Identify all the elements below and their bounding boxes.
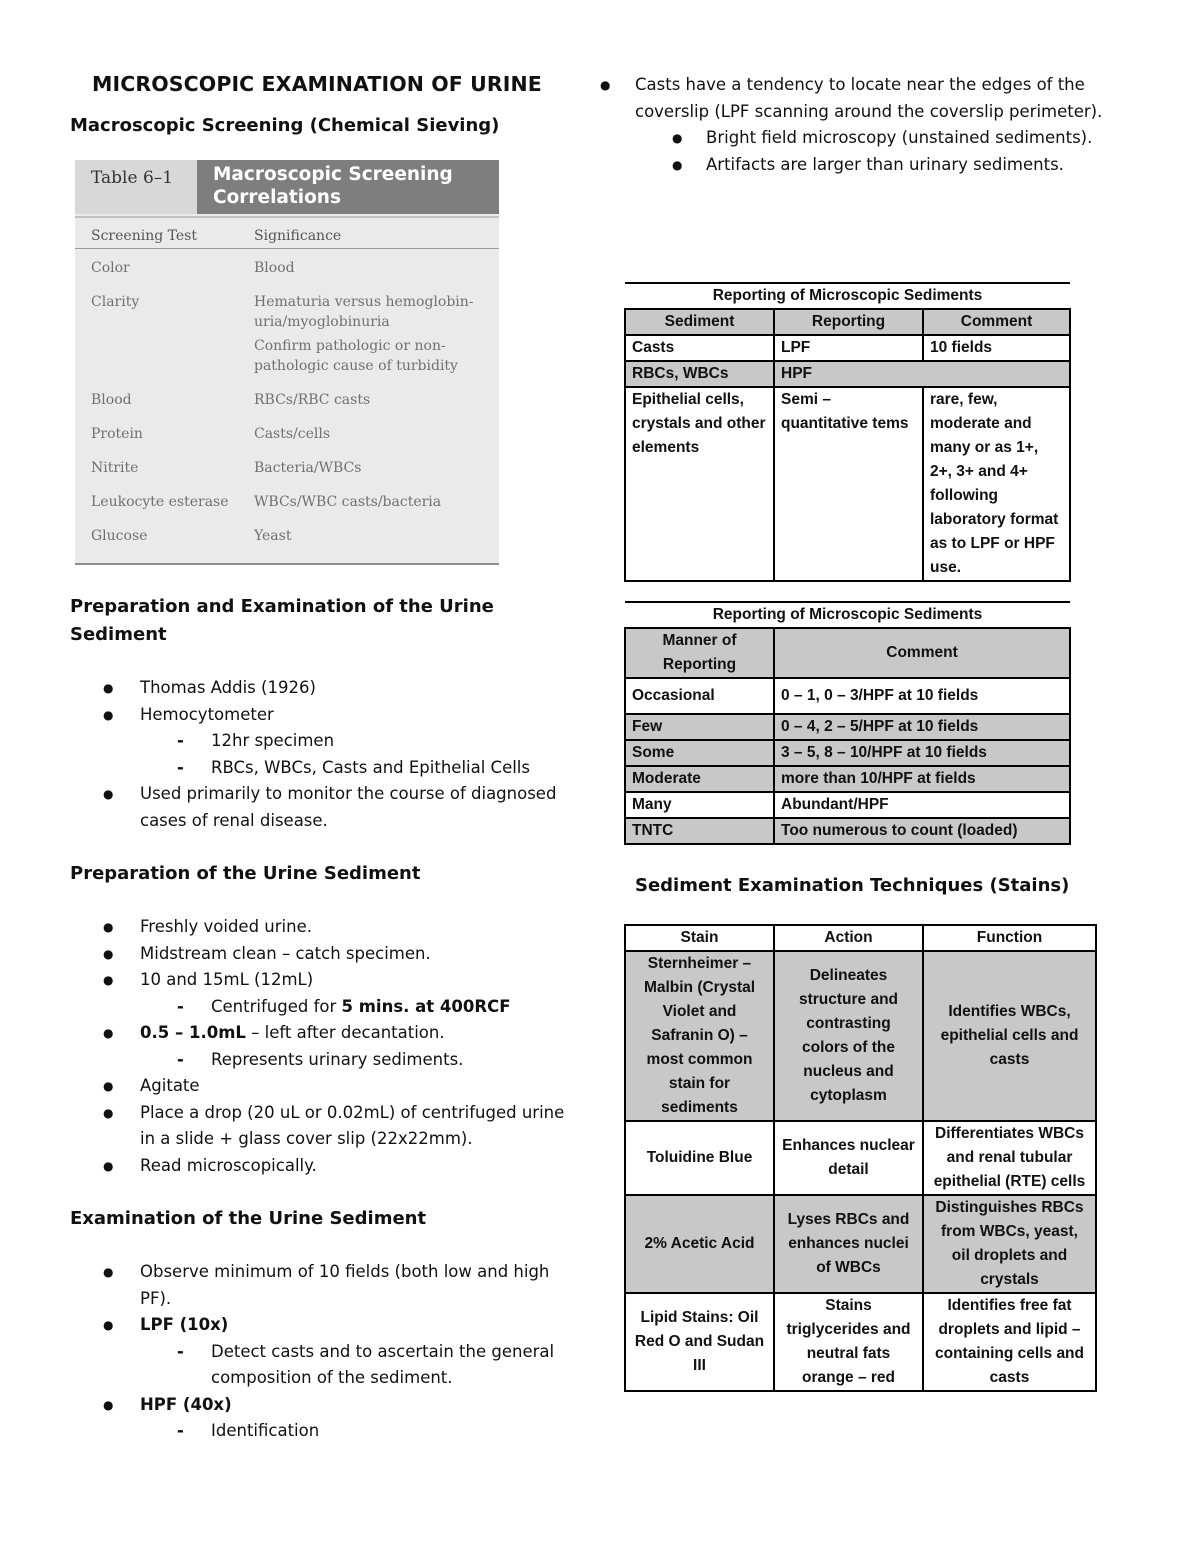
exam-heading: Examination of the Urine Sediment: [70, 1208, 427, 1229]
list-item: - 12hr specimen: [70, 728, 570, 755]
list-item: ● 10 and 15mL (12mL): [70, 967, 570, 994]
table-row: [625, 766, 1070, 792]
list-item: ● HPF (40x): [70, 1392, 570, 1419]
exam-list: [70, 1259, 570, 1445]
header-cell: Comment: [774, 628, 1070, 678]
list-item: ● Artifacts are larger than urinary sediments.: [597, 152, 1107, 179]
table-cell: TNTC: [625, 818, 774, 844]
table-row: [625, 792, 1070, 818]
table-cell: more than 10/HPF at fields: [774, 766, 1070, 792]
table-cell: Enhances nuclear detail: [774, 1121, 923, 1195]
table-row: [625, 1195, 1096, 1293]
significance-text: Bacteria/WBCs: [254, 460, 362, 476]
coverslip-notes-list: [597, 72, 1107, 178]
list-item: - Represents urinary sediments.: [70, 1047, 570, 1074]
list-item: ● Used primarily to monitor the course of diagnosed cases of renal disease.: [70, 781, 570, 834]
significance-cell: [254, 424, 491, 448]
significance-text: Hematuria versus hemoglobin-uria/myoglobinuria: [254, 294, 474, 330]
col-screening-test: Screening Test: [91, 228, 197, 244]
col-significance: Significance: [254, 228, 342, 244]
table-row: [75, 419, 499, 453]
table-cell: HPF: [774, 361, 1070, 387]
table-row: [625, 387, 1070, 581]
list-item-bold-text: 0.5 – 1.0mL: [140, 1023, 246, 1042]
list-item: ● Thomas Addis (1926): [70, 675, 570, 702]
table-cell: Stains triglycerides and neutral fats orange – red: [774, 1293, 923, 1391]
table-caption: Reporting of Microscopic Sediments: [625, 283, 1070, 309]
list-item: ● Casts have a tendency to locate near the edges of the coverslip (LPF scanning around the coverslip perimeter).: [597, 72, 1107, 125]
table-row: [75, 287, 499, 385]
table-cell: 0 – 1, 0 – 3/HPF at 10 fields: [774, 678, 1070, 714]
significance-cell: [254, 492, 491, 516]
list-item-text: – left after decantation.: [245, 1023, 445, 1042]
right-column: [597, 72, 1107, 1386]
screening-test-cell: Protein: [91, 426, 143, 442]
table-row: [75, 453, 499, 487]
table-cell: RBCs, WBCs: [625, 361, 774, 387]
stains-table: [624, 924, 1097, 1392]
table-cell: Identifies free fat droplets and lipid – containing cells and casts: [923, 1293, 1096, 1391]
header-cell: Reporting: [774, 309, 923, 335]
significance-cell: [254, 526, 491, 550]
macro-heading: Macroscopic Screening (Chemical Sieving): [70, 115, 500, 136]
list-item: [70, 1020, 570, 1047]
significance-text: Casts/cells: [254, 426, 331, 442]
table-row: [75, 521, 499, 555]
list-item: ● Freshly voided urine.: [70, 914, 570, 941]
table-row: [75, 487, 499, 521]
header-cell: Stain: [625, 925, 774, 951]
prep-exam-list: [70, 675, 570, 834]
list-item-bold-text: 5 mins. at 400RCF: [341, 996, 511, 1016]
header-cell: Sediment: [625, 309, 774, 335]
table-body: [75, 249, 499, 565]
table-cell: 0 – 4, 2 – 5/HPF at 10 fields: [774, 714, 1070, 740]
table-cell: Differentiates WBCs and renal tubular epithelial (RTE) cells: [923, 1121, 1096, 1195]
list-item: ● Read microscopically.: [70, 1153, 570, 1180]
reporting-sediments-table: [624, 282, 1071, 582]
prep-heading: Preparation of the Urine Sediment: [70, 863, 421, 884]
macroscopic-screening-table-image: [75, 160, 499, 565]
screening-test-cell: Color: [91, 260, 130, 276]
stains-heading: Sediment Examination Techniques (Stains): [635, 875, 1070, 896]
list-item-text: Centrifuged for: [211, 996, 342, 1016]
prep-list: [70, 914, 570, 1179]
significance-text: Confirm pathologic or non-pathologic cause of turbidity: [254, 338, 458, 374]
header-cell: Action: [774, 925, 923, 951]
manner-of-reporting-table: [624, 601, 1071, 845]
significance-cell: [254, 458, 491, 482]
list-item: - Detect casts and to ascertain the general composition of the sediment.: [70, 1339, 570, 1392]
header-cell: Comment: [923, 309, 1070, 335]
table-cell: Delineates structure and contrasting colors of the nucleus and cytoplasm: [774, 951, 923, 1121]
table-cell: Casts: [625, 335, 774, 361]
screening-test-cell: Nitrite: [91, 460, 139, 476]
table-column-headers: [75, 216, 499, 249]
table-row: [625, 818, 1070, 844]
significance-cell: [254, 258, 491, 282]
significance-cell: [254, 292, 491, 380]
table-title: Macroscopic Screening Correlations: [197, 160, 499, 214]
significance-text: Yeast: [254, 528, 292, 544]
list-item: ● Hemocytometer: [70, 702, 570, 729]
table-cell: 2% Acetic Acid: [625, 1195, 774, 1293]
table-cell: Lipid Stains: Oil Red O and Sudan III: [625, 1293, 774, 1391]
header-cell: Function: [923, 925, 1096, 951]
table-row: [75, 385, 499, 419]
table-cell: Too numerous to count (loaded): [774, 818, 1070, 844]
table-cell: Identifies WBCs, epithelial cells and casts: [923, 951, 1096, 1121]
table-cell: rare, few, moderate and many or as 1+, 2+, 3+ and 4+ following laboratory format as to LPF or HPF use.: [923, 387, 1070, 581]
table-cell: Moderate: [625, 766, 774, 792]
table-row: [625, 714, 1070, 740]
list-item: - Identification: [70, 1418, 570, 1445]
table-cell: 3 – 5, 8 – 10/HPF at 10 fields: [774, 740, 1070, 766]
table-cell: 10 fields: [923, 335, 1070, 361]
significance-text: RBCs/RBC casts: [254, 392, 371, 408]
table-cell: Occasional: [625, 678, 774, 714]
document-title: MICROSCOPIC EXAMINATION OF URINE: [92, 72, 542, 96]
screening-test-cell: Glucose: [91, 528, 148, 544]
screening-test-cell: Clarity: [91, 294, 140, 310]
table-number: Table 6–1: [75, 160, 197, 214]
table-cell: Sternheimer – Malbin (Crystal Violet and Safranin O) – most common stain for sediments: [625, 951, 774, 1121]
significance-cell: [254, 390, 491, 414]
table-row: [625, 740, 1070, 766]
table-caption: Reporting of Microscopic Sediments: [625, 602, 1070, 628]
list-item: - RBCs, WBCs, Casts and Epithelial Cells: [70, 755, 570, 782]
table-row: [625, 678, 1070, 714]
table-row: [625, 361, 1070, 387]
significance-text: WBCs/WBC casts/bacteria: [254, 494, 442, 510]
list-item: ● Observe minimum of 10 fields (both low and high PF).: [70, 1259, 570, 1312]
table-cell: Distinguishes RBCs from WBCs, yeast, oil droplets and crystals: [923, 1195, 1096, 1293]
table-cell: Some: [625, 740, 774, 766]
significance-text: Blood: [254, 260, 295, 276]
list-item: ● Midstream clean – catch specimen.: [70, 941, 570, 968]
prep-exam-heading: Preparation and Examination of the Urine Sediment: [70, 596, 494, 645]
table-cell: Abundant/HPF: [774, 792, 1070, 818]
left-column: [70, 72, 570, 1445]
table-cell: Lyses RBCs and enhances nuclei of WBCs: [774, 1195, 923, 1293]
list-item: ● Agitate: [70, 1073, 570, 1100]
table-cell: Toluidine Blue: [625, 1121, 774, 1195]
list-item: ● Place a drop (20 uL or 0.02mL) of centrifuged urine in a slide + glass cover slip (22x22mm).: [70, 1100, 570, 1153]
table-row: [625, 1293, 1096, 1391]
table-cell: LPF: [774, 335, 923, 361]
list-item: [70, 994, 570, 1021]
table-row: [625, 951, 1096, 1121]
table-row: [625, 335, 1070, 361]
table-cell: Many: [625, 792, 774, 818]
screening-test-cell: Leukocyte esterase: [91, 494, 229, 510]
list-item: ● Bright field microscopy (unstained sediments).: [597, 125, 1107, 152]
table-row: [75, 253, 499, 287]
list-item: ● LPF (10x): [70, 1312, 570, 1339]
table-cell: Semi – quantitative tems: [774, 387, 923, 581]
table-cell: Epithelial cells, crystals and other elements: [625, 387, 774, 581]
table-cell: Few: [625, 714, 774, 740]
table-row: [625, 1121, 1096, 1195]
screening-test-cell: Blood: [91, 392, 132, 408]
header-cell: Manner of Reporting: [625, 628, 774, 678]
